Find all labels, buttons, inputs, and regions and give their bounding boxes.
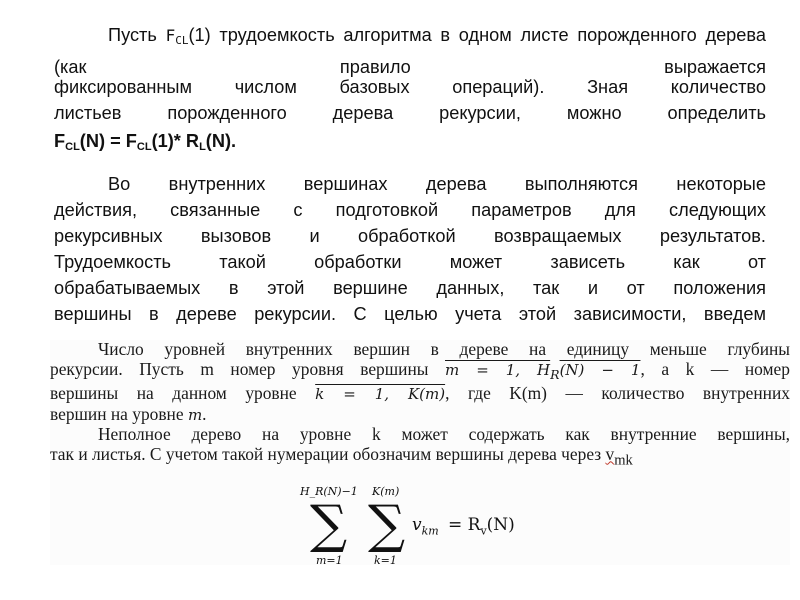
sum2-upper-limit: K(m) [372, 485, 400, 498]
sum1-sigma-icon: ∑ [310, 495, 348, 555]
paragraph-2-line4 [54, 249, 766, 275]
formula-sub-cl-2: CL [136, 141, 152, 153]
para2-line-4: Трудоемкость такой обработки может зависеть как от [54, 252, 766, 272]
paragraph-2-line3 [54, 223, 766, 249]
para1-line1-start: Пусть [108, 25, 157, 45]
scan-line-2: рекурсии. Пусть m номер уровня вершины m = 1, $H_R(N) - 1$, а k — номер [50, 358, 790, 382]
para1-line4: листьев порожденного дерева рекурсии, можно определить [54, 103, 766, 123]
formula-sub-cl-1: CL [65, 141, 80, 153]
sum1-lower-limit: m=1 [316, 554, 343, 567]
paragraph-2-line2 [54, 197, 766, 223]
para2-line-5: обрабатываемых в этой вершине данных, так и от положения [54, 278, 766, 298]
formula-mid2: (1)* R [151, 131, 200, 151]
para1-line2: порожденного дерева (как правило выражается [54, 25, 766, 77]
m-range-math: m = 1, $H_R(N) - 1$ [445, 360, 641, 382]
paragraph-2-line5 [54, 275, 766, 301]
scan-line-3: вершины на данном уровне k = 1, K(m), где K(m) — количество внутренних [50, 383, 790, 403]
paragraph-2-line1 [54, 171, 766, 197]
formula-sub-l: L [199, 141, 206, 153]
sum2-lower-limit: k=1 [374, 554, 397, 567]
para2-line-2: действия, связанные с подготовкой параметров для следующих [54, 200, 766, 220]
paragraph-1-line3 [54, 74, 766, 100]
sum1-upper-limit: H_R(N)−1 [300, 485, 358, 498]
para2-line-1: Во внутренних вершинах дерева выполняются некоторые [108, 174, 766, 194]
sum2-sigma-icon: ∑ [368, 495, 406, 555]
scan-line-4: вершин на уровне m. [50, 403, 207, 424]
v-mk-symbol: $v_{mk}$ [605, 443, 633, 468]
para2-line-3: рекурсивных вызовов и обработкой возвращаемых результатов. [54, 226, 766, 246]
para2-line-6: вершины в дереве рекурсии. С целью учета этой зависимости, введем [54, 304, 766, 324]
formula-end: (N). [205, 131, 237, 151]
para1-line1-rest: (1) трудоемкость алгоритма в одном листе [188, 25, 569, 45]
paragraph-2-line6 [54, 301, 766, 327]
scan-line-5: Неполное дерево на уровне k может содержать как внутренние вершины, [98, 424, 790, 444]
k-range-math: k = 1, K(m) [315, 385, 446, 403]
sum-term: $v_{km}$ [412, 515, 439, 538]
para1-line3: фиксированным числом базовых операций). Зная количество [54, 77, 766, 97]
cost-formula [54, 128, 766, 160]
formula-mid: (N) = F [79, 131, 137, 151]
sum-result: = $R_v(N)$ [448, 515, 515, 538]
scan-line-1: Число уровней внутренних вершин в дереве на единицу меньше глубины [98, 339, 790, 359]
scan-line-6: так и листья. С учетом такой нумерации обозначим вершины дерева через $v_{mk}$ [50, 443, 633, 468]
paragraph-1 [54, 22, 766, 80]
paragraph-1-line4 [54, 100, 766, 126]
double-sum-formula [300, 485, 580, 570]
f-cl-symbol: $F_{CL}$ [165, 26, 189, 47]
formula-f: F [54, 131, 66, 151]
